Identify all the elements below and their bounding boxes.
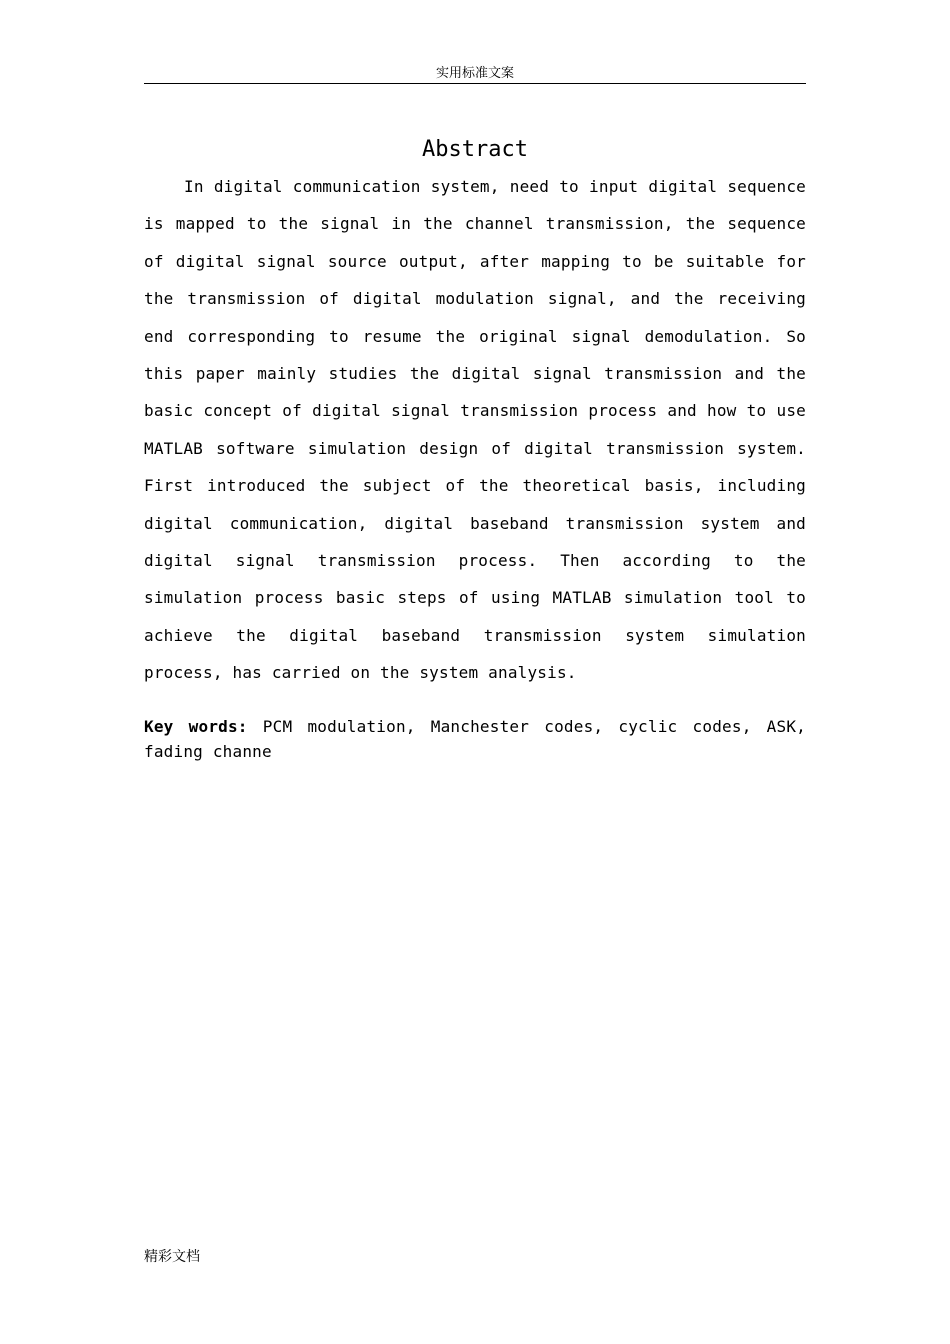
keywords-label: Key words: — [144, 717, 248, 736]
keywords-list: PCM modulation, Manchester codes, cyclic codes, ASK, fading channe — [144, 717, 807, 761]
page-footer: 精彩文档 — [144, 1249, 200, 1265]
abstract-body: In digital communication system, need to input digital sequence is mapped to the signal in the channel transmission, the sequence of digital signal source output, after mapping to be suitable for the transmission of digital modulation signal, and the receiving end corresponding to resume the original signal demodulation. So this paper mainly studies the digital signal transmission and the basic concept of digital signal transmission process and how to use MATLAB software simulation design of digital transmission system. First introduced the subject of the theoretical basis, including digital communication, digital baseband transmission system and digital signal transmission process. Then according to the simulation process basic steps of using MATLAB simulation tool to achieve the digital baseband transmission system simulation process, has carried on the system analysis. — [144, 177, 806, 683]
page-header: 实用标准文案 — [435, 66, 514, 81]
keywords-paragraph — [144, 714, 806, 764]
abstract-title: Abstract — [422, 137, 528, 162]
header-divider — [144, 83, 806, 84]
